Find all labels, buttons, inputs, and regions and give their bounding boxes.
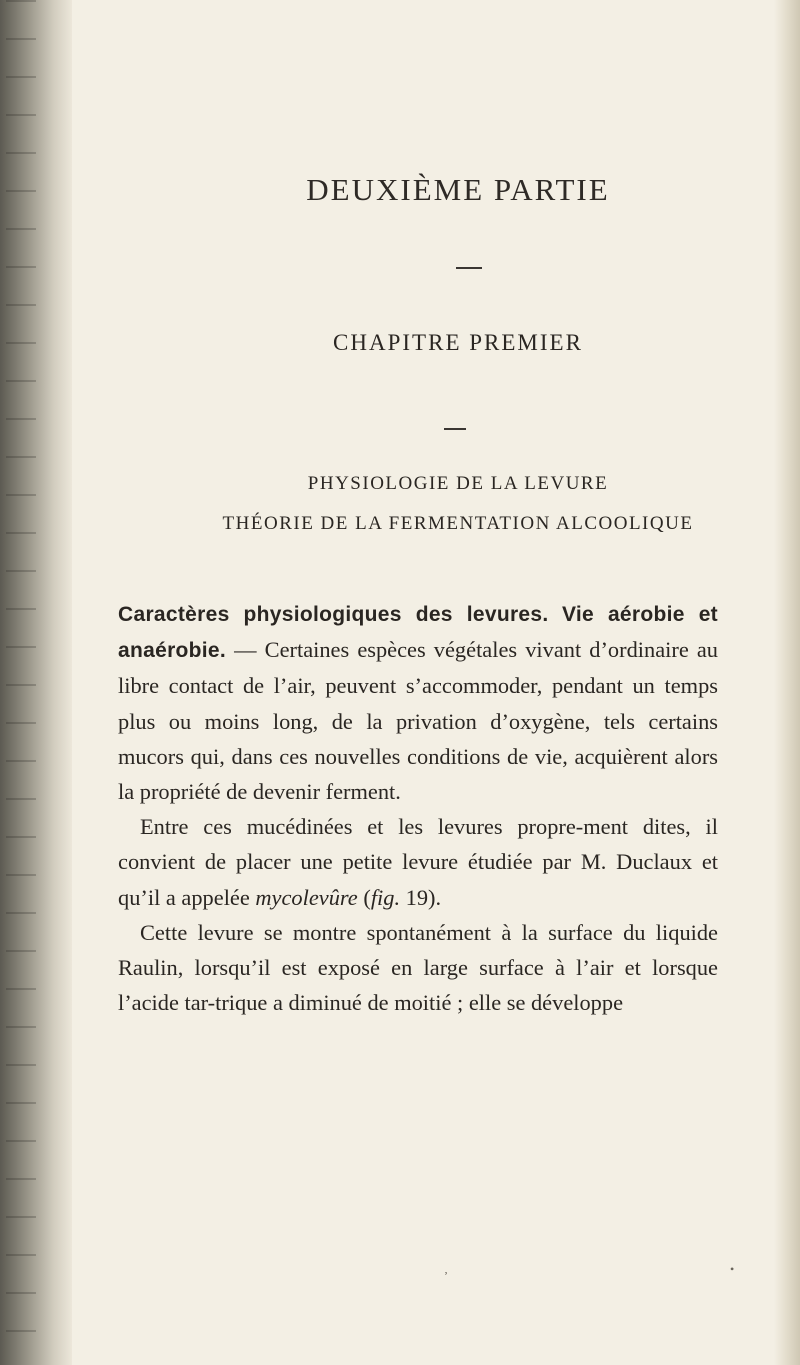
part-divider-rule: [456, 267, 482, 269]
paragraph-3: [118, 915, 718, 1021]
paragraph-2-text: Entre ces mucédinées et les levures propre-ment dites, il convient de placer une petite levure étudiée par M. Duclaux et qu’il a appelée: [118, 814, 718, 910]
binding-stitch-marks: [6, 0, 36, 1365]
paragraph-1: [118, 596, 718, 809]
paragraph-2: [118, 809, 718, 915]
chapter-subtitle-line-1: PHYSIOLOGIE DE LA LEVURE: [307, 473, 609, 494]
part-title: DEUXIÈME PARTIE: [306, 172, 610, 207]
chapter-title: CHAPITRE PREMIER: [333, 330, 583, 355]
paragraph-1-text: — Certaines espèces végétales vivant d’ordinaire au libre contact de l’air, peuvent s’accommoder, pendant un temps plus ou moins long, de la privation d’oxygène, tels certains mucors qui, dans ces nouvelles conditions de vie, acquièrent alors la propriété de devenir ferment.: [118, 637, 718, 805]
figure-ref-number: 19).: [400, 884, 442, 910]
mycolevure-term: mycolevûre: [255, 884, 358, 910]
body-text: [118, 596, 718, 1020]
subsection-heading: Vie aérobie et anaérobie.: [118, 603, 718, 663]
section-heading: Caractères physiologiques des levures.: [118, 603, 549, 626]
figure-ref-label: fig.: [370, 884, 401, 910]
print-speck-left: ‚: [444, 1262, 448, 1276]
book-spine-shadow: [0, 0, 72, 1365]
chapter-divider-rule: [444, 428, 466, 430]
paragraph-3-text: Cette levure se montre spontanément à la surface du liquide Raulin, lorsqu’il est exposé en large surface à l’air et lorsque l’acide tar-trique a diminué de moitié ; elle se développe: [118, 919, 718, 1016]
chapter-subtitle-line-2: THÉORIE DE LA FERMENTATION ALCOOLIQUE: [222, 513, 694, 534]
print-speck-right: •: [730, 1262, 735, 1276]
figure-ref-open: (: [357, 884, 371, 910]
